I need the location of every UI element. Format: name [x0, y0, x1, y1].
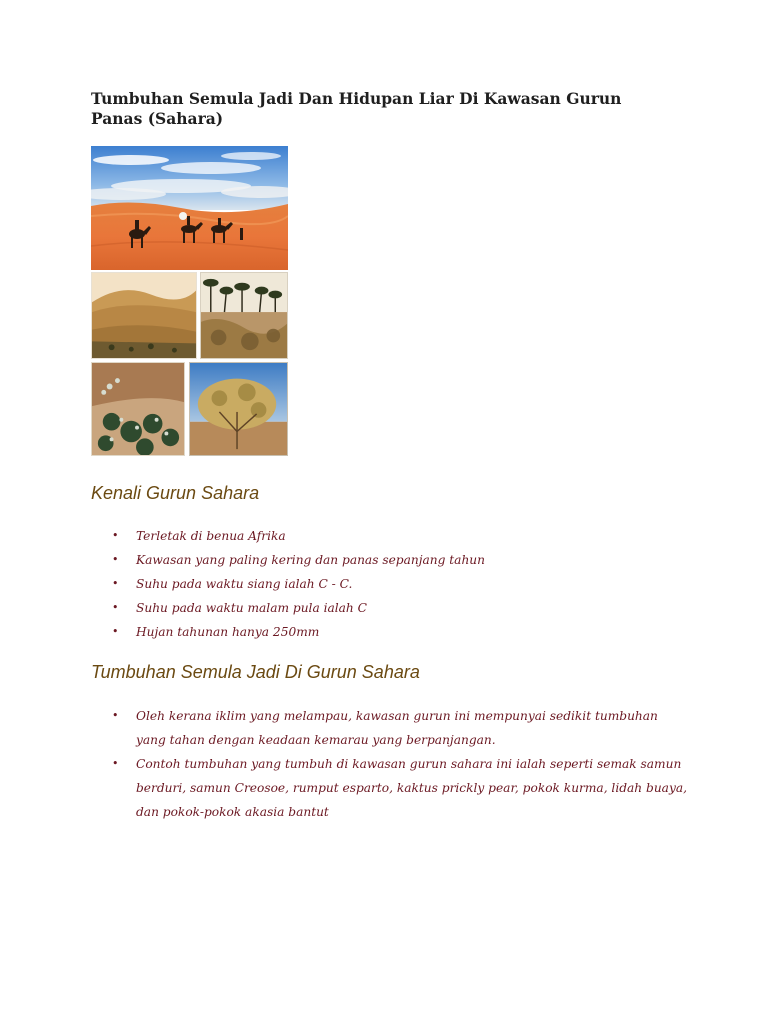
- bullet-list-kenali-gurun-sahara: [110, 524, 690, 644]
- desert-plant-closeup-photo: [91, 362, 185, 456]
- sand-dunes-photo: [91, 272, 197, 359]
- list-item: • Suhu pada waktu malam pula ialah C: [110, 596, 690, 620]
- bullet-icon: •: [112, 709, 119, 722]
- list-item: • Terletak di benua Afrika: [110, 524, 690, 548]
- bullet-icon: •: [112, 625, 119, 638]
- bullet-icon: •: [112, 529, 119, 542]
- bullet-icon: •: [112, 577, 119, 590]
- sahara-photo-collage: [91, 146, 288, 456]
- bullet-icon: •: [112, 553, 119, 566]
- list-item: • Suhu pada waktu siang ialah C - C.: [110, 572, 690, 596]
- section-heading-kenali-gurun-sahara: Kenali Gurun Sahara: [91, 483, 260, 503]
- section-heading-tumbuhan-semula-jadi: Tumbuhan Semula Jadi Di Gurun Sahara: [91, 662, 420, 682]
- list-item: • Contoh tumbuhan yang tumbuh di kawasan gurun sahara ini ialah seperti semak samun berduri, samun Creosoe, rumput esparto, kaktus prickly pear, pokok kurma, lidah buaya, dan pokok-pokok akasia bantut: [110, 752, 690, 824]
- document-title: Tumbuhan Semula Jadi Dan Hidupan Liar Di Kawasan Gurun Panas (Sahara): [91, 89, 622, 128]
- list-item: • Hujan tahunan hanya 250mm: [110, 620, 690, 644]
- desert-shrub-photo: [189, 362, 288, 456]
- bullet-icon: •: [112, 601, 119, 614]
- bullet-list-tumbuhan-semula-jadi: [110, 704, 690, 824]
- list-item: • Oleh kerana iklim yang melampau, kawasan gurun ini mempunyai sedikit tumbuhan yang tahan dengan keadaan kemarau yang berpanjangan.: [110, 704, 690, 752]
- oasis-palms-photo: [200, 272, 288, 359]
- list-item: • Kawasan yang paling kering dan panas sepanjang tahun: [110, 548, 690, 572]
- camel-caravan-photo: [91, 146, 288, 270]
- bullet-icon: •: [112, 757, 119, 770]
